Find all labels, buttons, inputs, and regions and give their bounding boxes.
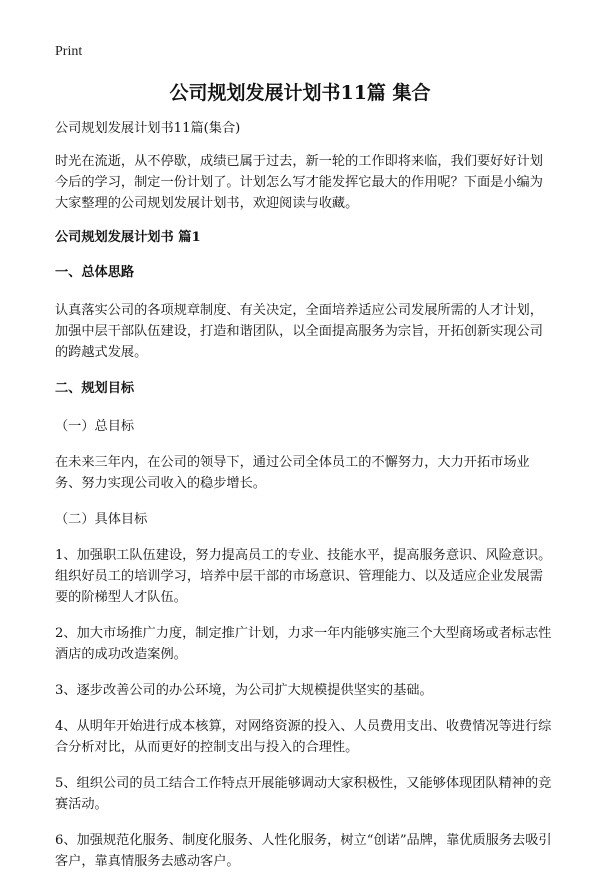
subheading-overall-goal: （一）总目标: [55, 419, 135, 434]
section-heading-overall-approach: 一、总体思路: [55, 265, 135, 280]
list-item: 4、从明年开始进行成本核算，对网络资源的投入、人员费用支出、收费情况等进行综合分析对比，从而更好的控制支出与投入的合理性。: [55, 719, 552, 755]
list-item: 3、逐步改善公司的办公环境，为公司扩大规模提供坚实的基础。: [55, 683, 433, 698]
print-link[interactable]: Print: [55, 44, 83, 59]
list-item: 6、加强规范化服务、制度化服务、人性化服务，树立“创诺”品牌，靠优质服务去吸引客户，靠真情服务去感动客户。: [55, 833, 552, 869]
list-item: 5、组织公司的员工结合工作特点开展能够调动大家积极性，又能够体现团队精神的竞赛活动。: [55, 776, 552, 812]
list-item: 2、加大市场推广力度，制定推广计划，力求一年内能够实施三个大型商场或者标志性酒店的成功改造案例。: [55, 626, 552, 662]
page-title: 公司规划发展计划书11篇 集合: [169, 82, 431, 104]
article-body: [55, 118, 555, 887]
intro-paragraph: 时光在流逝，从不停歇，成绩已属于过去，新一轮的工作即将来临，我们要好好计划今后的学习，制定一份计划了。计划怎么写才能发挥它最大的作用呢？下面是小编为大家整理的公司规划发展计划书，欢迎阅读与收藏。: [55, 154, 543, 211]
article-subtitle: 公司规划发展计划书11篇(集合): [55, 121, 241, 136]
paragraph-overall-goal: 在未来三年内，在公司的领导下，通过公司全体员工的不懈努力，大力开拓市场业务、努力实现公司收入的稳步增长。: [55, 455, 530, 491]
list-item: 1、加强职工队伍建设，努力提高员工的专业、技能水平，提高服务意识、风险意识。组织好员工的培训学习，培养中层干部的市场意识、管理能力、以及适应企业发展需要的阶梯型人才队伍。: [55, 548, 552, 605]
section-paragraph-overall-approach: 认真落实公司的各项规章制度、有关决定，全面培养适应公司发展所需的人才计划，加强中层干部队伍建设，打造和谐团队，以全面提高服务为宗旨，开拓创新实现公司的跨越式发展。: [55, 303, 543, 360]
section-heading-planning-goals: 二、规划目标: [55, 381, 135, 396]
subheading-specific-goals: （二）具体目标: [55, 512, 148, 527]
article-heading: 公司规划发展计划书 篇1: [55, 230, 201, 245]
